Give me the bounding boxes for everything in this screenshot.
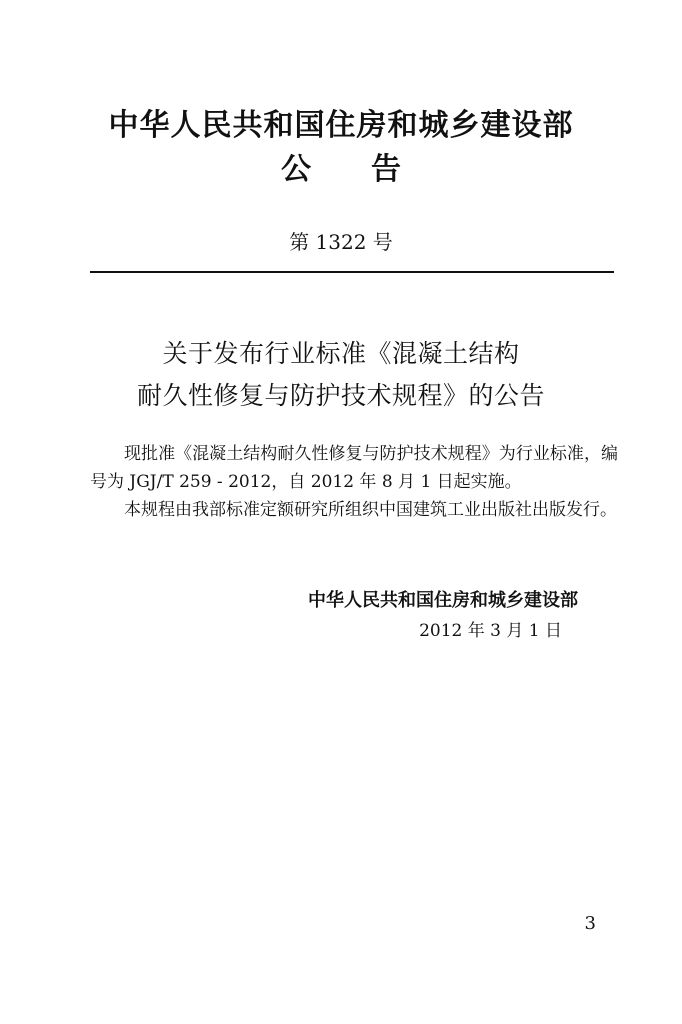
document-type-char-2: 告: [371, 152, 401, 187]
body-paragraph-2: 本规程由我部标准定额研究所组织中国建筑工业出版社出版发行。: [124, 500, 617, 520]
document-type-char-1: 公: [281, 152, 311, 187]
announcement-title-line-1: 关于发布行业标准《混凝土结构: [162, 339, 520, 368]
announcement-title: [0, 333, 682, 417]
page-number: 3: [584, 913, 596, 934]
issuer-heading: 中华人民共和国住房和城乡建设部: [108, 108, 574, 143]
document-number: 第 1322 号: [289, 230, 393, 254]
announcement-title-line-2: 耐久性修复与防护技术规程》的公告: [136, 381, 545, 410]
header-divider: [90, 271, 614, 273]
signatory: 中华人民共和国住房和城乡建设部: [308, 590, 578, 611]
body-paragraph-1: 现批准《混凝土结构耐久性修复与防护技术规程》为行业标准，编号为 JGJ/T 259 - 2012，自 2012 年 8 月 1 日起实施。: [90, 444, 618, 492]
signature-date: 2012 年 3 月 1 日: [419, 621, 562, 641]
document-type-heading: [0, 150, 682, 190]
announcement-body: [90, 440, 618, 524]
